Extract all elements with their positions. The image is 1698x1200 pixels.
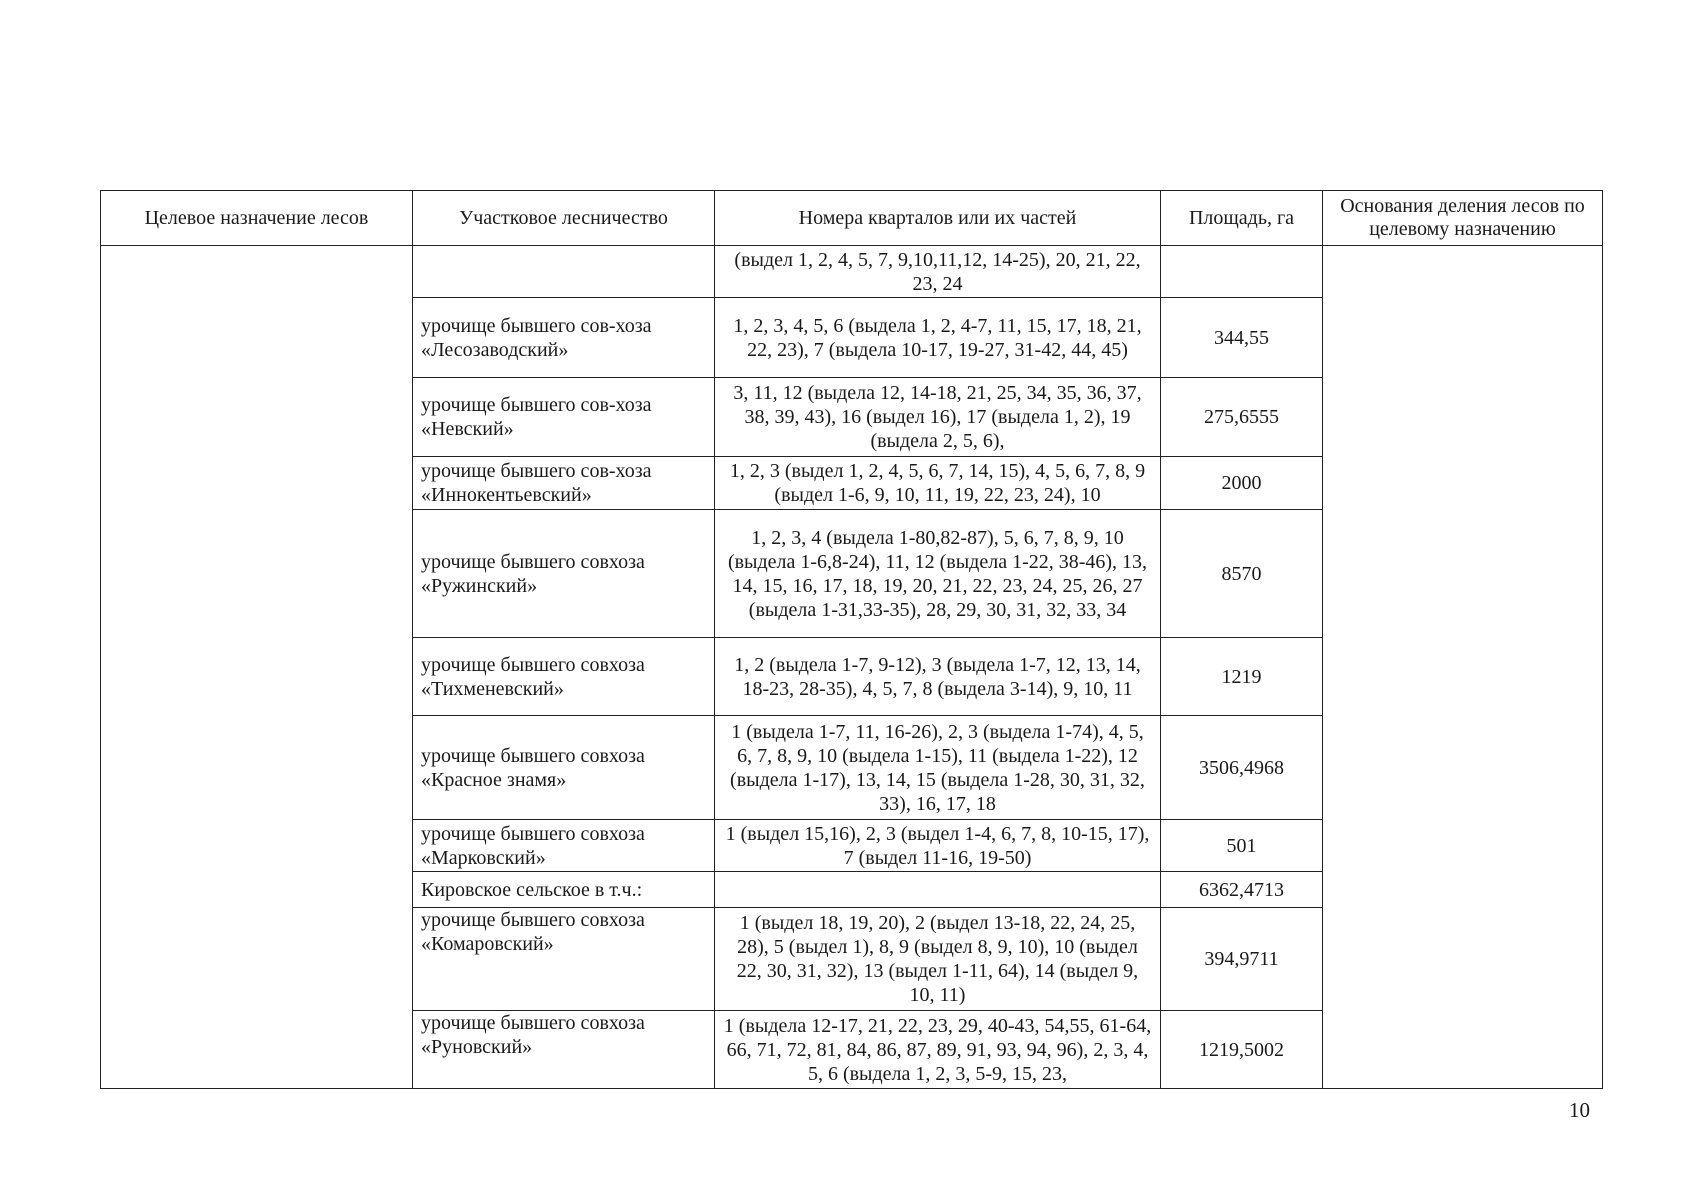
forestry-cell: урочище бывшего совхоза «Тихменевский» xyxy=(413,638,715,716)
quarters-cell: 1, 2, 3, 4, 5, 6 (выдела 1, 2, 4-7, 11, 15, 17, 18, 21, 22, 23), 7 (выдела 10-17, 19-27, 31-42, 44, 45) xyxy=(715,298,1161,378)
forestry-cell xyxy=(413,246,715,298)
forestry-cell: урочище бывшего сов-хоза «Лесозаводский» xyxy=(413,298,715,378)
quarters-cell: 3, 11, 12 (выдела 12, 14-18, 21, 25, 34, 35, 36, 37, 38, 39, 43), 16 (выдел 16), 17 (выдела 1, 2), 19 (выдела 2, 5, 6), xyxy=(715,378,1161,457)
forestry-cell: урочище бывшего сов-хоза «Иннокентьевский» xyxy=(413,457,715,510)
quarters-cell: 1 (выдел 18, 19, 20), 2 (выдел 13-18, 22, 24, 25, 28), 5 (выдел 1), 8, 9 (выдел 8, 9, 10), 10 (выдел 22, 30, 31, 32), 13 (выдел 1-11, 64), 14 (выдел 9, 10, 11) xyxy=(715,908,1161,1011)
page-number: 10 xyxy=(1569,1098,1590,1122)
area-cell: 8570 xyxy=(1161,510,1323,638)
basis-cell xyxy=(1323,246,1603,1089)
header-forestry: Участковое лесничество xyxy=(413,191,715,246)
quarters-cell: 1 (выдела 1-7, 11, 16-26), 2, 3 (выдела 1-74), 4, 5, 6, 7, 8, 9, 10 (выдела 1-15), 11 (выдела 1-22), 12 (выдела 1-17), 13, 14, 15 (выдела 1-28, 30, 31, 32, 33), 16, 17, 18 xyxy=(715,716,1161,820)
quarters-cell: 1, 2, 3, 4 (выдела 1-80,82-87), 5, 6, 7, 8, 9, 10 (выдела 1-6,8-24), 11, 12 (выдела 1-22, 38-46), 13, 14, 15, 16, 17, 18, 19, 20, 21, 22, 23, 24, 25, 26, 27 (выдела 1-31,33-35), 28, 29, 30, 31, 32, 33, 34 xyxy=(715,510,1161,638)
table-header-row xyxy=(101,191,1603,246)
quarters-cell: (выдел 1, 2, 4, 5, 7, 9,10,11,12, 14-25), 20, 21, 22, 23, 24 xyxy=(715,246,1161,298)
forestry-cell: урочище бывшего совхоза «Ружинский» xyxy=(413,510,715,638)
header-basis: Основания деления лесов по целевому назначению xyxy=(1323,191,1603,246)
area-cell: 2000 xyxy=(1161,457,1323,510)
area-cell: 6362,4713 xyxy=(1161,872,1323,908)
area-cell: 1219,5002 xyxy=(1161,1011,1323,1089)
forestry-cell: урочище бывшего совхоза «Красное знамя» xyxy=(413,716,715,820)
area-cell: 394,9711 xyxy=(1161,908,1323,1011)
quarters-cell xyxy=(715,872,1161,908)
area-cell xyxy=(1161,246,1323,298)
table-row xyxy=(101,246,1603,298)
quarters-cell: 1, 2 (выдела 1-7, 9-12), 3 (выдела 1-7, 12, 13, 14, 18-23, 28-35), 4, 5, 7, 8 (выдела 3-14), 9, 10, 11 xyxy=(715,638,1161,716)
area-cell: 344,55 xyxy=(1161,298,1323,378)
area-cell: 3506,4968 xyxy=(1161,716,1323,820)
area-cell: 275,6555 xyxy=(1161,378,1323,457)
header-area: Площадь, га xyxy=(1161,191,1323,246)
forestry-cell: урочище бывшего совхоза «Комаровский» xyxy=(413,908,715,1011)
forestry-cell: урочище бывшего сов-хоза «Невский» xyxy=(413,378,715,457)
purpose-cell xyxy=(101,246,413,1089)
forestry-cell: Кировское сельское в т.ч.: xyxy=(413,872,715,908)
area-cell: 1219 xyxy=(1161,638,1323,716)
forestry-cell: урочище бывшего совхоза «Марковский» xyxy=(413,820,715,872)
quarters-cell: 1, 2, 3 (выдел 1, 2, 4, 5, 6, 7, 14, 15), 4, 5, 6, 7, 8, 9 (выдел 1-6, 9, 10, 11, 19, 22, 23, 24), 10 xyxy=(715,457,1161,510)
quarters-cell: 1 (выдела 12-17, 21, 22, 23, 29, 40-43, 54,55, 61-64, 66, 71, 72, 81, 84, 86, 87, 89, 91, 93, 94, 96), 2, 3, 4, 5, 6 (выдела 1, 2, 3, 5-9, 15, 23, xyxy=(715,1011,1161,1089)
area-cell: 501 xyxy=(1161,820,1323,872)
forestry-cell: урочище бывшего совхоза «Руновский» xyxy=(413,1011,715,1089)
quarters-cell: 1 (выдел 15,16), 2, 3 (выдел 1-4, 6, 7, 8, 10-15, 17), 7 (выдел 11-16, 19-50) xyxy=(715,820,1161,872)
forest-purpose-table xyxy=(100,190,1603,1089)
header-purpose: Целевое назначение лесов xyxy=(101,191,413,246)
header-quarters: Номера кварталов или их частей xyxy=(715,191,1161,246)
